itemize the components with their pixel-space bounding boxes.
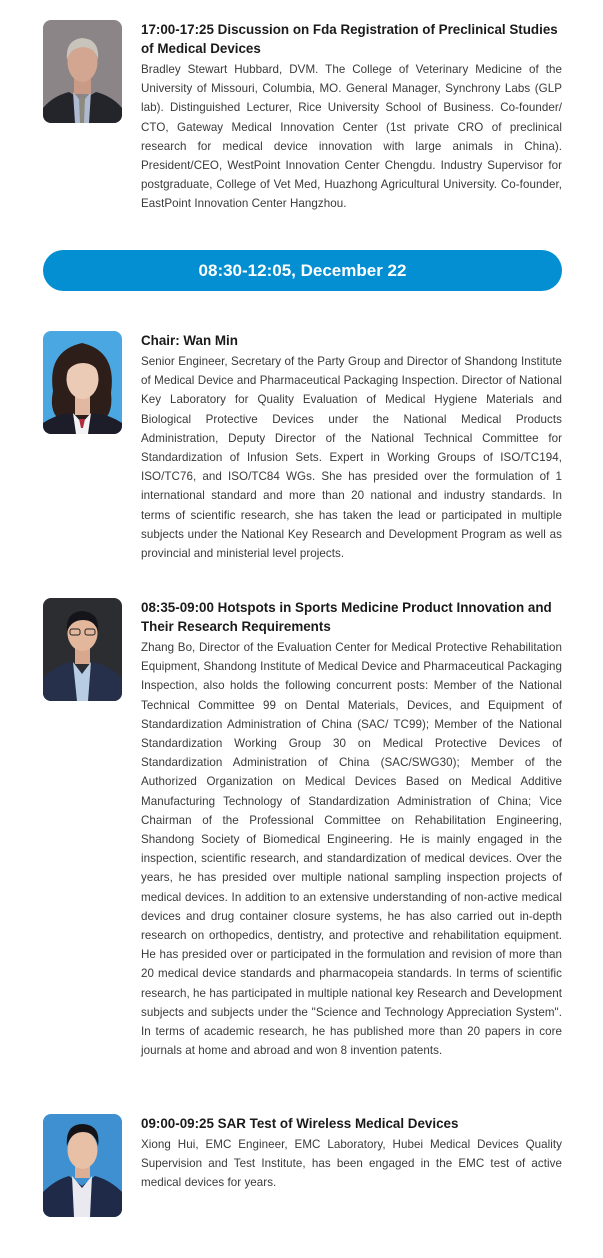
session-title: 09:00-09:25 SAR Test of Wireless Medical Devices [141,1116,459,1131]
date-label: 08:30-12:05, December 22 [198,260,407,280]
speaker-bio: Xiong Hui, EMC Engineer, EMC Laboratory, Hubei Medical Devices Quality Supervision and Test Institute, has been engaged in the EMC test of active medical devices for years. [141,1138,562,1190]
speaker-bio: Bradley Stewart Hubbard, DVM. The College of Veterinary Medicine of the University of Missouri, Columbia, MO. General Manager, Synchrony Labs (GLP lab). Distinguished Lecturer, Rice University School of Business. Co-founder/ CTO, Gateway Medical Innovation Center (1st private CRO of preclinical research for medical device innovation with large animals in China). President/CEO, WestPoint Innovation Center Chengdu. Industry Supervisor for postgraduate, College of Vet Med, Huazhong Agricultural University. Co-founder, EastPoint Innovation Center Hangzhou. [141,63,562,211]
speaker-bio: Senior Engineer, Secretary of the Party Group and Director of Shandong Institute of Medical Device and Pharmaceutical Packaging Inspection. Director of National Key Laboratory for Quality Evaluation of Medical Hygiene Materials and Biological Protective Devices under the National Medical Products Administration, Deputy Director of the National Technical Committee for Standardization of Infusion Sets. Expert in Working Groups of ISO/TC194, ISO/TC76, and ISO/TC84 WGs. She has presided over the formulation of 1 international standard and more than 20 national and industry standards. In terms of scientific research, she has taken the lead or participated in multiple subjects under the National Key Research and Development Program as well as provincial and ministerial level projects. [141,355,562,561]
session-text [141,598,562,1060]
date-section-header [43,250,562,291]
session-text [141,331,562,563]
speaker-bio: Zhang Bo, Director of the Evaluation Center for Medical Protective Rehabilitation Equipment, Shandong Institute of Medical Device and Pharmaceutical Packaging Inspection, also holds the following concurrent posts: Member of the National Technical Committee 99 on Dental Materials, Devices, and Equipment of Standardization Administration of China (SAC/ TC99); Member of the National Standardization Working Group 30 on Medical Protective Devices of Standardization Administration of China (SAC/SWG30); Member of the Authorized Organization on Medical Devices Based on Medical Additive Manufacturing Technology of Standardization Administration of China; Vice Chairman of the Professional Committee on Rehabilitation Engineering, Shandong Society of Biomedical Engineering. He is mainly engaged in the inspection, scientific research, and standardization of medical devices. Over the years, he has presided over multiple national sampling inspection projects of medical devices. In addition to an extensive understanding of non-active medical devices and drug container closure systems, he has also carried out in-depth research on orthopedics, dentistry, and protective and rehabilitation equipment. He has presided over or participated in the formulation and revision of more than 20 medical device standards and pharmacopeia standards. In terms of scientific research, he has participated in multiple national key Research and Development subjects and subjects under the "Science and Technology Appreciation System". In terms of academic research, he has published more than 20 papers in core journals at home and abroad and won 8 invention patents. [141,641,562,1058]
speaker-photo-xiong-hui [43,1114,122,1217]
speaker-photo-hubbard [43,20,122,123]
session-title: 17:00-17:25 Discussion on Fda Registration of Preclinical Studies of Medical Devices [141,22,558,56]
chair-title: Chair: Wan Min [141,333,238,348]
session-text [141,1114,562,1193]
speaker-photo-zhang-bo [43,598,122,701]
session-title: 08:35-09:00 Hotspots in Sports Medicine Product Innovation and Their Research Requirements [141,600,552,634]
session-text [141,20,562,214]
speaker-photo-wan-min [43,331,122,434]
